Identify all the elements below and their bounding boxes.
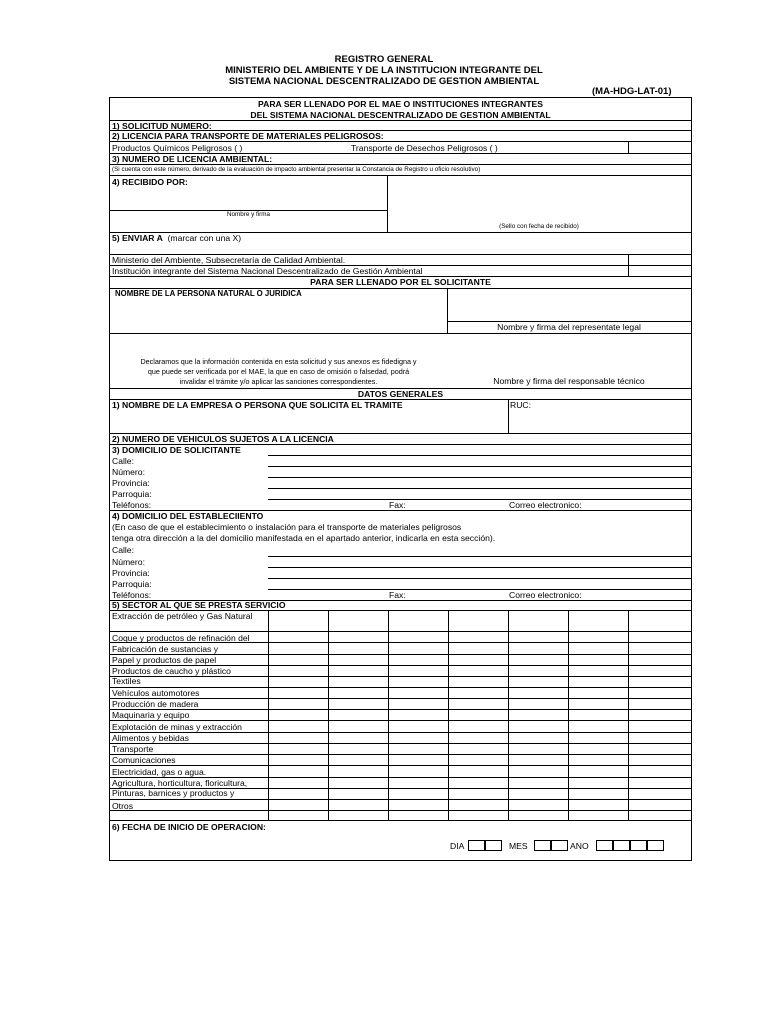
row-line xyxy=(110,164,691,165)
sector-item: Fabricación de sustancias y xyxy=(112,644,219,654)
numero-vehiculos-label: 2) NUMERO DE VEHICULOS SUJETOS A LA LICENCIA xyxy=(112,434,334,444)
telefonos-label: Teléfonos: xyxy=(112,500,152,510)
sector-col-line xyxy=(508,610,509,820)
correo-label: Correo electronico: xyxy=(509,500,582,510)
address-line xyxy=(268,556,691,557)
sector-row-line xyxy=(110,676,691,677)
mes-label: MES xyxy=(509,841,528,851)
sector-item: Textiles xyxy=(112,676,141,686)
sector-col-line xyxy=(268,610,269,820)
sector-item: Papel y productos de papel xyxy=(112,655,217,665)
sector-item: Coque y productos de refinación del xyxy=(112,633,250,643)
address-line xyxy=(268,589,691,590)
col-line xyxy=(508,399,509,433)
ruc-label: RUC: xyxy=(510,400,532,410)
sector-item: Productos de caucho y plástico xyxy=(112,666,231,676)
fax-label: Fax: xyxy=(389,500,406,510)
form-subtitle-2: SISTEMA NACIONAL DESCENTRALIZADO DE GESTION AMBIENTAL xyxy=(228,76,540,87)
ano-box[interactable] xyxy=(596,840,613,851)
declaracion-line-3: invalidar el trámite y/o aplicar las sanciones correspondientes. xyxy=(179,377,378,386)
correo-label-2: Correo electronico: xyxy=(509,590,582,600)
form-subtitle-1: MINISTERIO DEL AMBIENTE Y DE LA INSTITUCION INTEGRANTE DEL xyxy=(225,65,543,76)
enviar-a-hint: (marcar con una X) xyxy=(167,233,242,243)
declaracion-line-1: Declaramos que la información contenida en esta solicitud y sus anexos es fidedigna y xyxy=(140,357,417,366)
sector-row-line xyxy=(110,810,691,811)
mes-box[interactable] xyxy=(534,840,551,851)
sector-col-line xyxy=(448,610,449,820)
licencia-transporte-label: 2) LICENCIA PARA TRANSPORTE DE MATERIALES PELIGROSOS: xyxy=(112,131,384,141)
dia-box[interactable] xyxy=(485,840,502,851)
ano-box[interactable] xyxy=(647,840,664,851)
desechos-peligrosos-option[interactable]: Transporte de Desechos Peligrosos ( ) xyxy=(351,143,498,153)
datos-generales-title: DATOS GENERALES xyxy=(357,389,444,399)
sello-fecha-label: (Sello con fecha de recibido) xyxy=(499,223,579,230)
sector-row-line xyxy=(110,720,691,721)
row-line xyxy=(110,333,691,334)
address-line xyxy=(268,477,691,478)
provincia-label-2: Provincia: xyxy=(112,568,150,578)
fecha-inicio-label: 6) FECHA DE INICIO DE OPERACION: xyxy=(112,822,266,832)
row-line xyxy=(110,175,691,176)
domicilio-solicitante-label: 3) DOMICILIO DE SOLICITANTE xyxy=(112,445,241,455)
address-line xyxy=(268,488,691,489)
sector-item: Explotación de minas y extracción xyxy=(112,722,242,732)
calle-label-2: Calle: xyxy=(112,545,134,555)
numero-label-2: Número: xyxy=(112,557,145,567)
sector-item: Transporte xyxy=(112,744,154,754)
form-title: REGISTRO GENERAL xyxy=(334,54,434,65)
address-line xyxy=(268,455,691,456)
provincia-label: Provincia: xyxy=(112,478,150,488)
sector-item: Electricidad, gas o agua. xyxy=(112,767,207,777)
numero-licencia-label: 3) NUMERO DE LICENCIA AMBIENTAL: xyxy=(112,154,273,164)
row-line xyxy=(110,820,691,821)
parroquia-label-2: Parroquia: xyxy=(112,579,152,589)
sector-item: Alimentos y bebidas xyxy=(112,733,189,743)
sector-row-line xyxy=(110,732,691,733)
col-line xyxy=(628,254,629,276)
productos-quimicos-option[interactable]: Productos Químicos Peligrosos ( ) xyxy=(112,143,243,153)
address-line xyxy=(268,466,691,467)
representante-firma-label: Nombre y firma del representate legal xyxy=(497,322,641,332)
sector-col-line xyxy=(628,610,629,820)
sector-col-line xyxy=(388,610,389,820)
numero-label: Número: xyxy=(112,467,145,477)
enviar-a-title: 5) ENVIAR A xyxy=(112,233,163,243)
col-line xyxy=(628,141,629,153)
row-line xyxy=(110,141,691,142)
sector-row-line xyxy=(110,754,691,755)
empresa-nombre-label: 1) NOMBRE DE LA EMPRESA O PERSONA QUE SOLICITA EL TRAMITE xyxy=(112,400,403,410)
telefonos-label-2: Teléfonos: xyxy=(112,590,152,600)
sector-item: Otros xyxy=(112,801,134,811)
persona-nombre-label: NOMBRE DE LA PERSONA NATURAL O JURIDICA xyxy=(115,289,302,298)
sector-row-line xyxy=(110,743,691,744)
recibido-por-label: 4) RECIBIDO POR: xyxy=(112,177,188,187)
ano-box[interactable] xyxy=(630,840,647,851)
mae-section-title-1: PARA SER LLENADO POR EL MAE O INSTITUCIONES INTEGRANTES xyxy=(258,99,543,109)
sector-row-line xyxy=(110,709,691,710)
dia-label: DIA xyxy=(450,841,465,851)
sector-item: Agricultura, horticultura, floricultura, xyxy=(112,778,248,788)
mes-box[interactable] xyxy=(551,840,568,851)
calle-label: Calle: xyxy=(112,456,134,466)
fax-label-2: Fax: xyxy=(389,590,406,600)
address-line xyxy=(268,567,691,568)
sector-label: 5) SECTOR AL QUE SE PRESTA SERVICIO xyxy=(112,600,286,610)
numero-licencia-note: (Si cuenta con este número, derivado de la evaluación de impacto ambiental presentar la Constancia de Registro u oficio resolutivo) xyxy=(112,166,481,173)
mae-section-title-2: DEL SISTEMA NACIONAL DESCENTRALIZADO DE GESTION AMBIENTAL xyxy=(250,110,551,120)
ano-box[interactable] xyxy=(613,840,630,851)
recibido-firma-label: Nombre y firma xyxy=(226,211,271,218)
enviar-a-label xyxy=(112,233,241,243)
sector-row-line xyxy=(110,631,691,632)
ano-label: ANO xyxy=(570,841,589,851)
address-line xyxy=(268,499,691,500)
sector-row-line xyxy=(110,765,691,766)
enviar-institucion-option[interactable]: Institución integrante del Sistema Nacional Descentralizado de Gestión Ambiental xyxy=(112,266,423,276)
sector-item: Pinturas, barnices y productos y xyxy=(112,788,235,798)
sector-col-line xyxy=(328,610,329,820)
address-line xyxy=(268,578,691,579)
enviar-ministerio-option[interactable]: Ministerio del Ambiente, Subsecretaría de Calidad Ambiental. xyxy=(112,255,346,265)
sector-item: Extracción de petróleo y Gas Natural xyxy=(112,611,253,621)
solicitud-numero-label: 1) SOLICITUD NUMERO: xyxy=(112,121,212,131)
parroquia-label: Parroquia: xyxy=(112,489,152,499)
form-code: (MA-HDG-LAT-01) xyxy=(592,86,672,97)
responsable-tecnico-label: Nombre y firma del responsable técnico xyxy=(493,376,645,386)
dia-box[interactable] xyxy=(468,840,485,851)
solicitante-section-title: PARA SER LLENADO POR EL SOLICITANTE xyxy=(310,277,491,287)
sector-col-line xyxy=(568,610,569,820)
sector-item: Producción de madera xyxy=(112,699,199,709)
establecimiento-note-1: (En caso de que el establecimiento o instalación para el transporte de materiales peligrosos xyxy=(112,522,462,532)
form-table xyxy=(109,97,692,861)
domicilio-establecimiento-label: 4) DOMICILIO DEL ESTABLECIIENTO xyxy=(112,511,264,521)
sector-item: Comunicaciones xyxy=(112,755,176,765)
sector-item: Maquinaria y equipo xyxy=(112,710,190,720)
sector-row-line xyxy=(110,799,691,800)
declaracion-line-2: que puede ser verificada por el MAE, la que en caso de omisión o falsedad, podrá xyxy=(147,367,410,376)
establecimiento-note-2: tenga otra dirección a la del domicilio manifestada en el apartado anterior, indicarla en esta sección). xyxy=(112,533,496,543)
sector-item: Vehículos automotores xyxy=(112,688,200,698)
